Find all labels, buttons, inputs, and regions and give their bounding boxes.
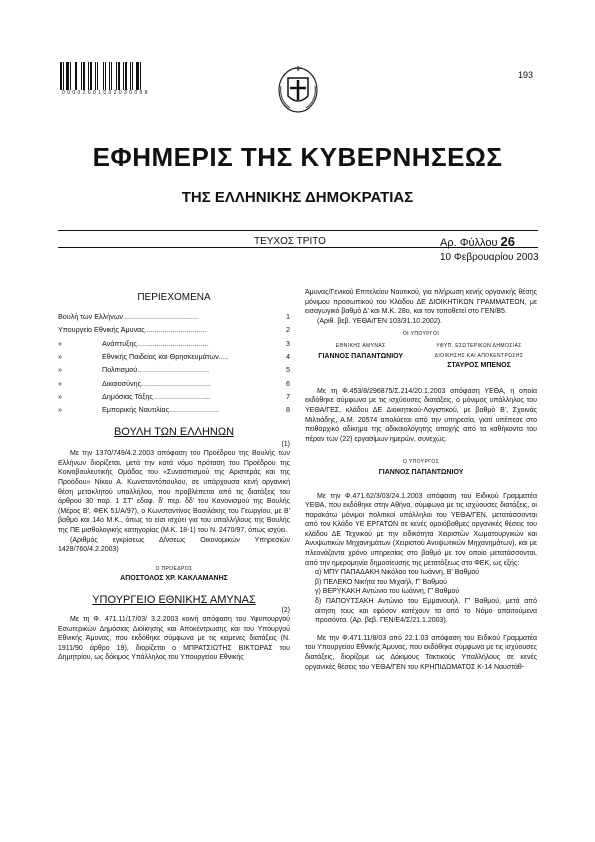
appointee-list (305, 568, 537, 626)
toc-row (58, 376, 290, 389)
toc-page: 3 (286, 338, 290, 348)
toc-mark: » (58, 405, 62, 415)
barcode-bar (86, 62, 87, 90)
toc-page: 4 (286, 352, 290, 362)
toc-page: 2 (286, 325, 290, 335)
barcode-bar (65, 62, 66, 90)
toc-leader: ..... (218, 352, 229, 362)
barcode-bar (134, 62, 135, 90)
section-title-parliament: ΒΟΥΛΗ ΤΩΝ ΕΛΛΗΝΩΝ (113, 426, 235, 438)
toc-leader: ...................................... (123, 312, 199, 322)
barcode-bar (123, 62, 124, 90)
toc-label: Εμπορικής Ναυτιλίας (102, 405, 170, 415)
barcode (60, 62, 144, 90)
table-of-contents (58, 310, 290, 416)
toc-row (58, 403, 290, 416)
barcode-bar (66, 62, 69, 90)
barcode-bar (60, 62, 62, 90)
sheet-label: Αρ. Φύλλου (440, 237, 498, 249)
signature-name: ΣΤΑΥΡΟΣ ΜΠΕΝΟΣ (447, 362, 511, 370)
barcode-bar (111, 62, 112, 90)
toc-label: Βουλή των Ελλήνων (58, 312, 124, 322)
toc-page: 8 (286, 405, 290, 415)
paragraph: Με τη Φ.453/8/296875/Σ.214/20.1.2003 απόφαση ΥΕΘΑ, η οποία εκδόθηκε σύμφωνα με τις ισχύουσες διατάξεις, ο μόνιμος υπάλληλος του ΥΕΘΑ/ΓΕΣ, κλάδου ΔΕ Διοικητικού-Λογιστικού, με βαθμό Β', Σχοινάς Μιλτιάδης, Α.Μ. 20574 απολύεται από την υπηρεσία, γιατί υπέπεσε στο πειθαρχικό αδίκημα της αδικαιολόγητης αποχής από τα καθήκοντα του πέραν των (22) εργασίμων ημερών, συνεχώς. (305, 387, 537, 443)
barcode-bar (125, 62, 127, 90)
issue-date: 10 Φεβρουαρίου 2003 (440, 252, 539, 263)
barcode-bar (128, 62, 129, 90)
toc-label: Δικαιοσύνης (102, 378, 142, 388)
signature-name: ΓΙΑΝΝΟΣ ΠΑΠΑΝΤΩΝΙΟΥ (318, 352, 404, 360)
signature-right (421, 342, 537, 371)
paragraph: Με τη Φ. 471.11/17/03/ 3.2.2003 κοινή απόφαση του Υφυπουργού Εσωτερικών Δημόσιας Διοίκησης και Αποκέντρωσης και του Υπουργού Εθνικής Άμυνας, που εκδόθηκε σύμφωνα με τις κείμενες διατάξεις (Ν. 1911/90 άρθρο 19), διορίζεται ο ΜΠΡΑΤΣΙΩΤΗΣ ΒΙΚΤΩΡΑΣ του Δημητρίου, ως δόκιμος Υπάλληλος του Υπουργείου Εθνικής (58, 616, 290, 662)
page-number: 193 (518, 70, 534, 80)
paragraph: Με την Φ.471.62/3/03/24.1.2003 απόφαση του Ειδικού Γραμματέα ΥΕΘΑ, που εκδόθηκε στην Αθήνα, σύμφωνα με τις ισχύουσες διατάξεις, οι παρακάτω μόνιμοι πολιτικοί υπάλληλοι του ΥΕΘΑ/ΓΕΝ, μετατάσσονται από τον Κλάδο ΥΕ ΕΡΓΑΤΩΝ σε κενές ομοιόβαθμες οργανικές θέσεις του κλάδου ΔΕ Τεχνικού με την ειδικότητα Χειριστών Χωματουργικών και Ανυψωτικών Μηχανημάτων (Χειριστού Ανυψωτικών Μηχανημάτων), και με πλεονάζοντα χρόνο υπηρεσίας στο βαθμό με τον οποίο μετατάσσονται, από την ημερομηνία δημοσίευσης της μετατάξεως στο ΦΕΚ, ως εξής: (305, 492, 537, 567)
barcode-bar (90, 62, 92, 90)
signature-name: ΑΠΟΣΤΟΛΟΣ ΧΡ. ΚΑΚΛΑΜΑΝΗΣ (120, 575, 228, 583)
toc-row (58, 390, 290, 403)
barcode-bar (107, 62, 109, 90)
signature-block (305, 342, 537, 371)
signature-role: ΥΦΥΠ. ΕΣΩΤΕΡΙΚΩΝ ΔΗΜΟΣΙΑΣ ΔΙΟΙΚΗΣΗΣ ΚΑΙ ΑΠΟΚΕΝΤΡΩΣΗΣ (434, 342, 524, 359)
paragraph: Με την Φ.471.11/8/03 από 22.1.03 απόφαση του Ειδικού Γραμματέα του Υπουργείου Εθνικής Άμυνας, που εκδόθηκε σύμφωνα με τις ισχύουσες διατάξεις, διορίζομε ως Δόκιμους Τακτικούς Υπαλλήλους σε κενές οργανικές θέσεις του ΥΕΘΑ/ΓΕΝ του ΚΡΗΠΙΔΩΜΑΤΟΣ Κ-14 Ναυστάθ- (305, 634, 537, 671)
barcode-bar (97, 62, 99, 90)
barcode-bar (75, 62, 76, 90)
barcode-bar (140, 62, 141, 90)
barcode-bar (118, 62, 121, 90)
barcode-bar (95, 62, 96, 90)
barcode-bar (132, 62, 133, 90)
toc-page: 5 (286, 365, 290, 375)
toc-mark: » (58, 365, 62, 375)
toc-page: 6 (286, 378, 290, 388)
paragraph: Με την 1370/749/4.2.2003 απόφαση του Προέδρου της Βουλής των Ελλήνων διορίζεται, μετά την κατά νόμο πρόταση του Προέδρου της Κοινοβουλευτικής Ομάδας του «Συνασπισμού της Αριστεράς και της Προόδου» Νίκου Α. Κωνσταντόπουλου, σε υπάρχουσα κενή οργανική θέση μετακλητού υπαλλήλου, που προβλέπεται από τις διατάξεις του άρθρου 30 παρ. 1 ΣΤ' εδαφ. δ' περ. δδ' του Κανονισμού της Βουλής (Μέρος Β', ΦΕΚ 51/Α/97), ο Κωνσταντίνος Βασιλάκης του Γεωργίου, με Β' βαθμό και 14ο Μ.Κ., όπως το είσι ισχύει για του υπαλλήλους της Βουλής της ΠΕ μισθολογικής κατηγορίας (Μ.Κ. 18-1) του Ν. 2470/97, όπως ισχύει. (58, 450, 290, 534)
barcode-bar (93, 62, 94, 90)
toc-leader: ............................... (144, 325, 207, 335)
toc-label: Ανάπτυξης (102, 338, 137, 348)
right-column (305, 288, 537, 672)
barcode-bar (99, 62, 102, 90)
toc-leader: ................................... (141, 378, 211, 388)
toc-mark: » (58, 378, 62, 388)
signature-header: ΟΙ ΥΠΟΥΡΓΟΙ (402, 331, 440, 338)
toc-row (58, 310, 290, 323)
reference: (Αριθ. βεβ. ΥΕΘΑ/ΓΕΝ 103/31.10.2002). (317, 317, 442, 325)
coat-of-arms-icon (276, 62, 320, 114)
barcode-bar (136, 62, 139, 90)
left-column (58, 428, 290, 663)
barcode-bar (83, 62, 86, 90)
sheet-number-label (440, 234, 515, 249)
list-item: δ) ΠΑΠΟΥΤΣΑΚΗ Αντώνιο του Εμμανουήλ, Γ' Βαθμού, μετά από αίτηση τους και εφόσον κατέχουν τα από το Νόμο απαιτούμενα προσόντα. (Αρ. βεβ. ΓΕΝ/Ε4/Σ/21.1.2003). (315, 598, 537, 625)
barcode-bar (130, 62, 132, 90)
gazette-title: ΕΦΗΜΕΡΙΣ ΤΗΣ ΚΥΒΕΡΝΗΣΕΩΣ (92, 142, 503, 172)
toc-mark: » (58, 391, 62, 401)
barcode-bar (121, 62, 122, 90)
toc-row (58, 350, 290, 363)
signature-role: Ο ΠΡΟΕΔΡΟΣ (155, 565, 193, 572)
barcode-bar (103, 62, 104, 90)
barcode-bar (116, 62, 117, 90)
toc-leader: ............................. (152, 391, 211, 401)
barcode-bar (141, 62, 143, 90)
toc-row (58, 323, 290, 336)
barcode-bar (72, 62, 74, 90)
barcode-bar (70, 62, 71, 90)
toc-row (58, 363, 290, 376)
barcode-bar (78, 62, 80, 90)
toc-label: Δημόσιας Τάξης (102, 391, 153, 401)
toc-label: Πολιτισμού (102, 365, 138, 375)
toc-page: 1 (286, 312, 290, 322)
toc-label: Εθνικής Παιδείας και Θρησκευμάτων (102, 352, 219, 362)
barcode-bar (113, 62, 115, 90)
signature-left (305, 342, 416, 371)
barcode-bar (88, 62, 89, 90)
list-item: β) ΠΕΛΕΚΟ Νικήτα του Μιχαήλ, Γ' Βαθμού (315, 578, 447, 586)
toc-mark: » (58, 352, 62, 362)
list-item: γ) ΒΕΡΥΚΑΚΗ Αντώνιο του Ιωάννη, Γ' Βαθμού (315, 588, 460, 596)
issue-type: ΤΕΥΧΟΣ ΤΡΙΤΟ (254, 236, 326, 247)
toc-title: ΠΕΡΙΕΧΟΜΕΝΑ (137, 292, 211, 303)
section-number: (2) (281, 606, 290, 614)
signature-role: Ο ΥΠΟΥΡΓΟΣ (402, 459, 440, 466)
paragraph: Άμυνας/Γενικού Επιτελείου Ναυτικού, για πλήρωση κενής οργανικής θέσης μόνιμου προσωπικού του Κλάδου ΔΕ ΔΙΟΙΚΗΤΙΚΩΝ ΓΡΑΜΜΑΤΕΩΝ, με εισαγωγικό βαθμό Δ' και Μ.Κ. 28ο, και τον τοποθετεί στο ΓΕΝ/Β5. (305, 289, 537, 316)
sheet-number: 26 (500, 234, 515, 249)
barcode-number: 0 0 0 0 2 6 0 1 0 0 2 0 3 0 0 0 8 (62, 90, 148, 96)
barcode-bar (76, 62, 77, 90)
signature-name: ΓΙΑΝΝΟΣ ΠΑΠΑΝΤΩΝΙΟΥ (378, 468, 464, 476)
barcode-bar (105, 62, 106, 90)
toc-page: 7 (286, 391, 290, 401)
toc-leader: .................................... (137, 365, 210, 375)
toc-row (58, 337, 290, 350)
section-title-defence: ΥΠΟΥΡΓΕΙΟ ΕΘΝΙΚΗΣ ΑΜΥΝΑΣ (92, 593, 256, 606)
approval-reference: (Αριθμός εγκρίσεως Δ/νσεως Οικονομικών Υπηρεσιών 1428/760/4.2.2003) (58, 536, 290, 554)
barcode-bar (81, 62, 82, 90)
barcode-bar (109, 62, 110, 90)
toc-mark: » (58, 338, 62, 348)
gazette-subtitle: ΤΗΣ ΕΛΛΗΝΙΚΗΣ ΔΗΜΟΚΡΑΤΙΑΣ (181, 189, 414, 206)
barcode-bar (63, 62, 64, 90)
signature-role: ΕΘΝΙΚΗΣ ΑΜΥΝΑΣ (335, 342, 386, 349)
toc-leader: .................................... (136, 338, 209, 348)
list-item: α) ΜΠΥ ΠΑΠΑΔΑΚΗ Νικόλαο του Ιωάννη, Β' Βαθμού (315, 569, 480, 577)
toc-leader: ......................... (169, 405, 219, 415)
toc-label: Υπουργείο Εθνικής Άμυνας (58, 325, 145, 335)
section-number: (1) (281, 440, 290, 448)
